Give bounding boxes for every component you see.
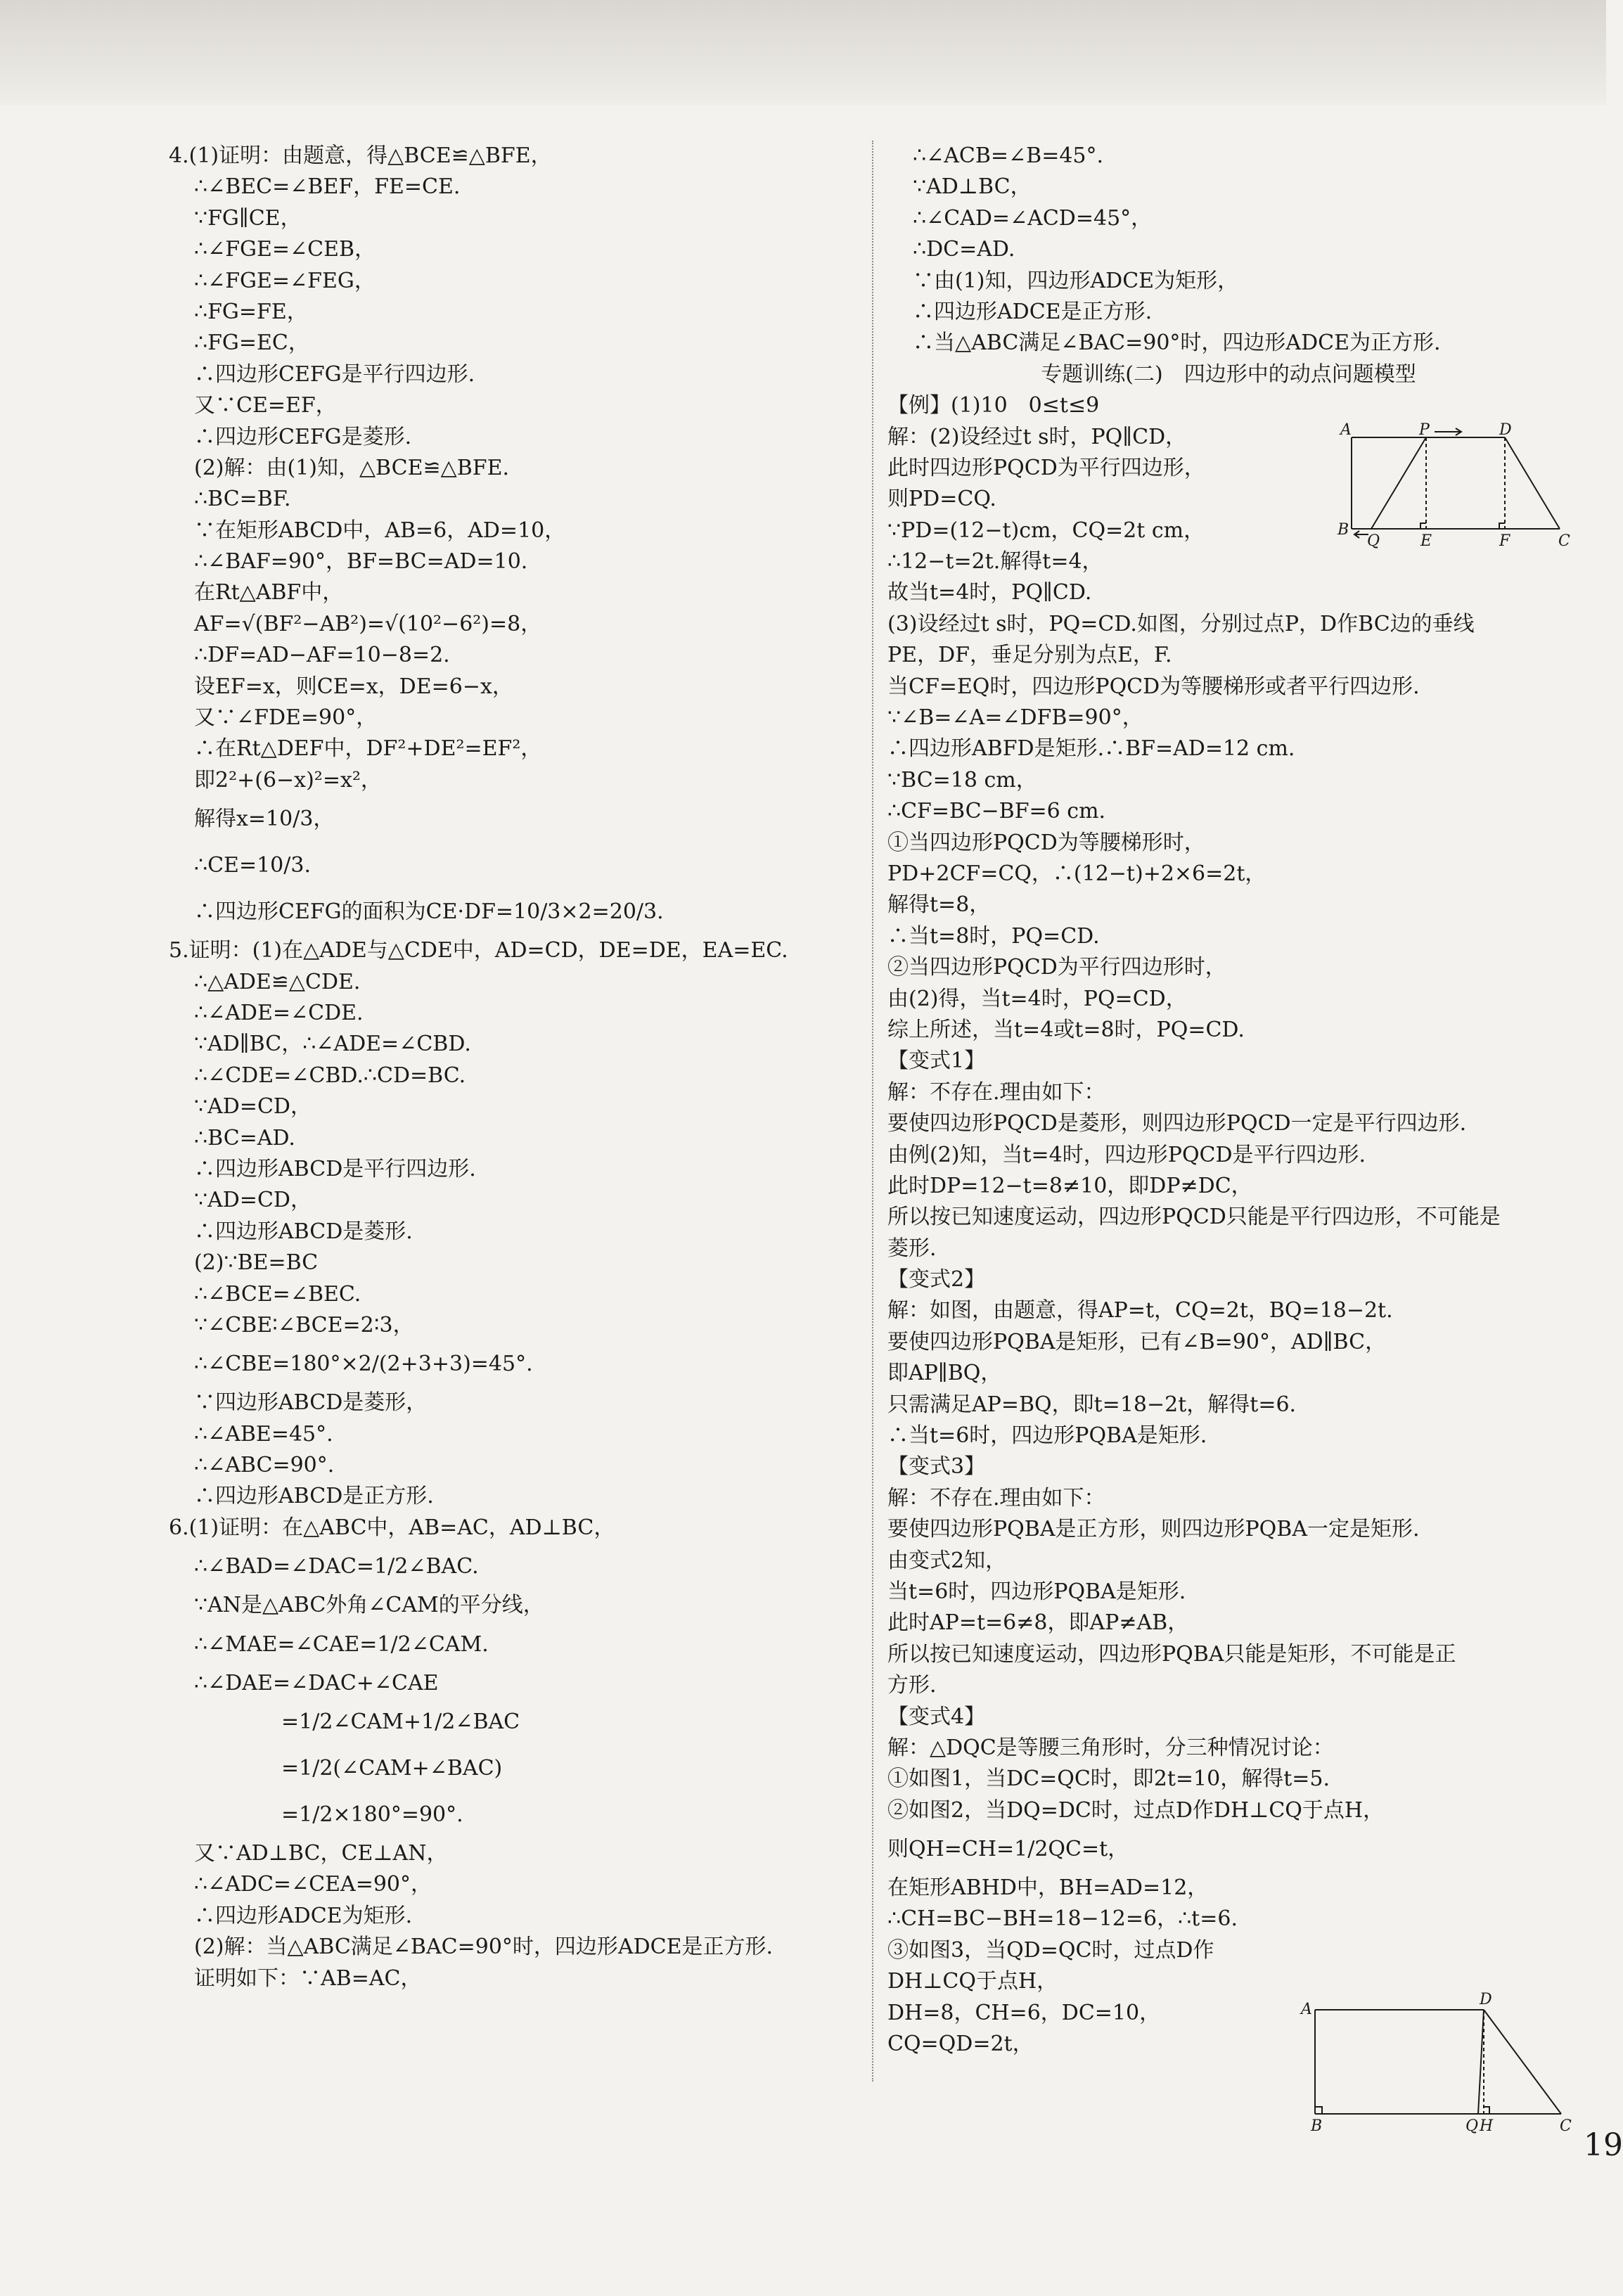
text-line: 解得x=10/3， [194,807,335,832]
text-line: ∴当△ABC满足∠BAC=90°时，四边形ADCE为正方形. [913,331,1441,356]
text-line: ∴四边形ADCE为矩形. [194,1903,413,1928]
text-line: ∴∠CDE=∠CBD.∴CD=BC. [194,1063,466,1088]
label-d: D [1499,421,1512,439]
text-line: 此时DP=12−t=8≠10，即DP≠DC， [887,1173,1252,1198]
text-line: 【变式3】 [887,1454,986,1480]
text-line: 要使四边形PQBA是矩形，已有∠B=90°，AD∥BC， [887,1329,1387,1354]
text-line: 5.证明：(1)在△ADE与△CDE中，AD=CD，DE=DE，EA=EC. [169,938,788,963]
text-line: 在矩形ABHD中，BH=AD=12， [887,1875,1209,1901]
text-line: ②当四边形PQCD为平行四边形时， [887,955,1226,980]
text-line: ∴DC=AD. [913,237,1015,262]
text-line: 当CF=EQ时，四边形PQCD为等腰梯形或者平行四边形. [887,674,1420,699]
label-e: E [1420,532,1432,550]
text-line: 解：△DQC是等腰三角形时，分三种情况讨论： [887,1735,1334,1760]
text-line: ∵AD=CD， [194,1188,312,1213]
text-line: 4.(1)证明：由题意，得△BCE≌△BFE， [169,143,552,168]
text-line: 又∵∠FDE=90°， [194,705,378,731]
text-line: 则PD=CQ. [887,487,996,512]
text-line: ∴四边形CEFG是菱形. [194,424,412,449]
text-line: ∴∠FGE=∠CEB， [194,237,376,262]
text-line: 又∵AD⊥BC，CE⊥AN， [194,1841,448,1866]
text-line: ∴BC=BF. [194,487,291,512]
text-line: ∵AD=CD， [194,1094,312,1120]
text-line: ∴∠ABE=45°. [194,1421,333,1447]
text-line: ∴四边形ABCD是菱形. [194,1219,413,1244]
label-a: A [1340,421,1352,439]
text-line: ∵在矩形ABCD中，AB=6，AD=10， [194,518,566,543]
text-line: 解：(2)设经过t s时，PQ∥CD， [887,424,1187,449]
text-line: 由变式2知， [887,1548,1007,1573]
text-line: 此时AP=t=6≠8，即AP≠AB， [887,1610,1189,1636]
text-line: ∴∠ADE=∠CDE. [194,1000,364,1025]
scan-top-shadow [0,0,1606,105]
label-a: A [1301,2001,1312,2018]
figure-trapezoid-dqc [1294,1990,1575,2134]
text-line: ②如图2，当DQ=DC时，过点D作DH⊥CQ于点H， [887,1797,1385,1823]
text-line: ∴∠BEC=∠BEF，FE=CE. [194,174,461,200]
text-line: (2)解：由(1)知，△BCE≌△BFE. [194,455,510,480]
text-line: =1/2(∠CAM+∠BAC) [281,1756,503,1781]
text-line: 则QH=CH=1/2QC=t， [887,1837,1129,1862]
text-line: 6.(1)证明：在△ABC中，AB=AC，AD⊥BC， [169,1515,615,1540]
text-line: ①当四边形PQCD为等腰梯形时， [887,830,1205,855]
text-line: ∵AD⊥BC， [913,174,1032,200]
text-line: 由例(2)知，当t=4时，四边形PQCD是平行四边形. [887,1142,1366,1167]
text-line: ∴DF=AD−AF=10−8=2. [194,643,450,668]
text-line: ∴∠DAE=∠DAC+∠CAE [194,1670,439,1695]
text-line: 所以按已知速度运动，四边形PQBA只能是矩形，不可能是正 [887,1641,1456,1667]
label-p: P [1419,421,1430,439]
text-line: ∵AN是△ABC外角∠CAM的平分线， [194,1593,544,1618]
label-d: D [1480,1991,1492,2008]
text-line: 当t=6时，四边形PQBA是矩形. [887,1579,1186,1604]
text-line: 证明如下：∵AB=AC， [194,1965,422,1991]
text-line: ∴四边形ADCE是正方形. [913,299,1153,324]
text-line: 设EF=x，则CE=x，DE=6−x， [194,674,513,699]
text-line: (2)解：当△ABC满足∠BAC=90°时，四边形ADCE是正方形. [194,1935,774,1960]
text-line: ∴∠ADC=∠CEA=90°， [194,1872,432,1897]
text-line: ∴四边形CEFG的面积为CE·DF=10/3×2=20/3. [194,899,664,925]
text-line: ∴当t=8时，PQ=CD. [887,923,1100,949]
label-h: H [1480,2117,1494,2135]
text-line: 只需满足AP=BQ，即t=18−2t，解得t=6. [887,1392,1297,1417]
text-line: 由(2)得，当t=4时，PQ=CD， [887,986,1187,1011]
text-line: ∵四边形ABCD是菱形， [194,1390,428,1416]
text-line: =1/2×180°=90°. [281,1802,463,1828]
text-line: ∴四边形ABFD是矩形.∴BF=AD=12 cm. [887,736,1295,762]
text-line: 解：如图，由题意，得AP=t，CQ=2t，BQ=18−2t. [887,1298,1393,1323]
text-line: 解：不存在.理由如下： [887,1079,1105,1105]
text-line: ③如图3，当QD=QC时，过点D作 [887,1937,1214,1963]
text-line: 解：不存在.理由如下： [887,1485,1105,1511]
text-line: 在Rt△ABF中， [194,580,344,605]
text-line: =1/2∠CAM+1/2∠BAC [281,1710,520,1735]
page-number: 19 [1584,2127,1623,2163]
label-c: C [1560,2117,1572,2135]
text-line: ∴四边形ABCD是正方形. [194,1484,434,1509]
text-line: ∴BC=AD. [194,1125,295,1150]
text-line: ∴在Rt△DEF中，DF²+DE²=EF²， [194,736,542,762]
text-line: ∴四边形ABCD是平行四边形. [194,1156,476,1181]
text-line: ∴△ADE≌△CDE. [194,969,361,994]
text-line: ∴12−t=2t.解得t=4， [887,549,1103,575]
text-line: ∴当t=6时，四边形PQBA是矩形. [887,1423,1207,1449]
text-line: ∵FG∥CE， [194,205,302,231]
text-line: ∵由(1)知，四边形ADCE为矩形， [913,268,1239,293]
text-line: ∴CH=BC−BH=18−12=6，∴t=6. [887,1906,1238,1932]
text-line: 【变式4】 [887,1704,986,1729]
label-q: Q [1367,532,1380,550]
text-line: DH=8，CH=6，DC=10， [887,2000,1161,2025]
text-line: ∵BC=18 cm， [887,767,1037,793]
text-line: DH⊥CQ于点H， [887,1969,1058,1994]
text-line: ∵PD=(12−t)cm，CQ=2t cm， [887,518,1205,543]
text-line: 故当t=4时，PQ∥CD. [887,580,1092,605]
text-line: AF=√(BF²−AB²)=√(10²−6²)=8， [194,611,542,636]
text-line: 解得t=8， [887,892,991,918]
text-line: 【例】(1)10 0≤t≤9 [887,393,1100,418]
text-line: ∴FG=EC， [194,331,309,356]
text-line: 即AP∥BQ， [887,1361,1002,1386]
text-line: 要使四边形PQCD是菱形，则四边形PQCD一定是平行四边形. [887,1111,1467,1136]
text-line: 又∵CE=EF， [194,393,337,418]
text-line: PE，DF，垂足分别为点E，F. [887,643,1172,668]
left-column [169,141,844,1994]
figure-trapezoid-pqcd [1336,422,1575,549]
text-line: ∴CE=10/3. [194,853,311,878]
text-line: 【变式1】 [887,1048,986,1074]
text-line: 此时四边形PQCD为平行四边形， [887,455,1205,480]
text-line: ∴∠ABC=90°. [194,1453,335,1478]
text-line: ∴∠MAE=∠CAE=1/2∠CAM. [194,1631,489,1657]
text-line: ∴∠BCE=∠BEC. [194,1281,361,1307]
text-line: ∴∠BAF=90°，BF=BC=AD=10. [194,549,528,575]
text-line: ∴∠CAD=∠ACD=45°， [913,205,1153,231]
text-line: PD+2CF=CQ，∴(12−t)+2×6=2t， [887,861,1266,886]
text-line: ∴∠FGE=∠FEG， [194,268,376,293]
text-line: ①如图1，当DC=QC时，即2t=10，解得t=5. [887,1766,1330,1792]
text-line: 【变式2】 [887,1267,986,1293]
text-line: (3)设经过t s时，PQ=CD.如图，分别过点P，D作BC边的垂线 [887,611,1475,636]
text-line: ∵∠B=∠A=∠DFB=90°， [887,705,1143,731]
text-line: ∴∠BAD=∠DAC=1/2∠BAC. [194,1554,479,1579]
text-line: 所以按已知速度运动，四边形PQCD只能是平行四边形，不可能是 [887,1205,1501,1230]
label-q: Q [1465,2117,1479,2135]
text-line: ∴∠ACB=∠B=45°. [913,143,1104,168]
label-f: F [1499,532,1510,550]
text-line: 综上所述，当t=4或t=8时，PQ=CD. [887,1017,1245,1042]
label-b: B [1311,2117,1323,2135]
text-line: ∴四边形CEFG是平行四边形. [194,361,475,387]
text-line: 菱形. [887,1236,937,1261]
column-divider [872,141,873,2082]
text-line: ∴∠CBE=180°×2/(2+3+3)=45°. [194,1352,533,1377]
text-line: ∴CF=BC−BF=6 cm. [887,799,1106,824]
text-line: ∵AD∥BC，∴∠ADE=∠CBD. [194,1032,471,1057]
text-line: CQ=QD=2t， [887,2032,1034,2057]
label-b: B [1337,521,1349,539]
text-line: ∵∠CBE∶∠BCE=2∶3， [194,1312,414,1338]
text-line: 专题训练(二) 四边形中的动点问题模型 [1041,361,1416,387]
text-line: 即2²+(6−x)²=x²， [194,767,382,793]
text-line: 方形. [887,1673,937,1698]
text-line: (2)∵BE=BC [194,1250,319,1276]
text-line: ∴FG=FE， [194,299,308,324]
label-c: C [1558,532,1570,550]
text-line: 要使四边形PQBA是正方形，则四边形PQBA一定是矩形. [887,1517,1420,1542]
